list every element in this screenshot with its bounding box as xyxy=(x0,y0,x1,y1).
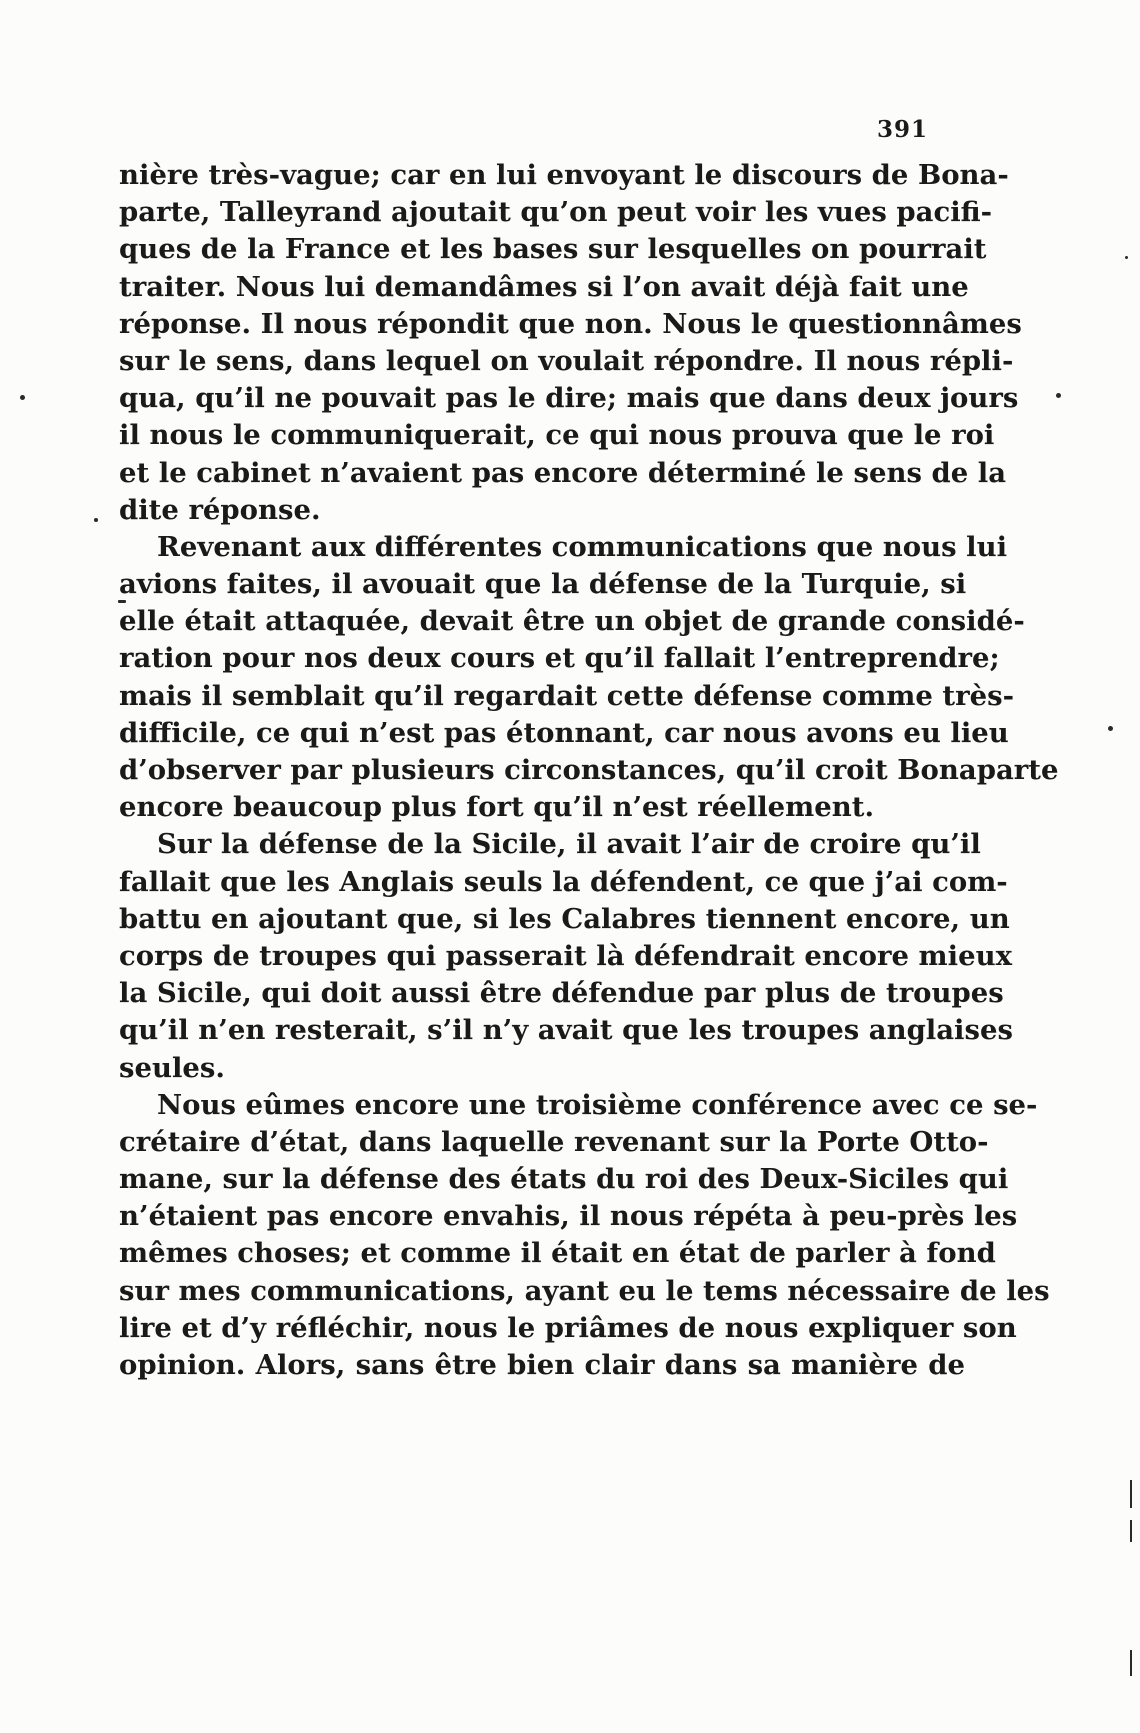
text-line: mane, sur la défense des états du roi des Deux-Siciles qui xyxy=(119,1163,1009,1196)
scan-speck xyxy=(1056,393,1061,398)
page-edge-mark xyxy=(1130,1480,1132,1508)
text-line: Nous eûmes encore une troisième conférence avec ce se- xyxy=(157,1088,1038,1121)
text-line: parte, Talleyrand ajoutait qu’on peut voir les vues pacifi- xyxy=(119,196,993,229)
text-line: Revenant aux différentes communications que nous lui xyxy=(157,530,1008,563)
text-line: il nous le communiquerait, ce qui nous prouva que le roi xyxy=(119,419,995,452)
text-line: sur le sens, dans lequel on voulait répondre. Il nous répli- xyxy=(119,344,1014,377)
page-edge-mark xyxy=(1130,1650,1132,1676)
text-line: lire et d’y réfléchir, nous le priâmes de nous expliquer son xyxy=(119,1311,1017,1344)
text-line: mais il semblait qu’il regardait cette défense comme très- xyxy=(119,679,1014,712)
text-line: dite réponse. xyxy=(119,493,321,526)
text-line: ques de la France et les bases sur lesquelles on pourrait xyxy=(119,233,987,266)
text-line: mêmes choses; et comme il était en état de parler à fond xyxy=(119,1237,996,1270)
text-line: seules. xyxy=(119,1051,225,1084)
text-line: crétaire d’état, dans laquelle revenant sur la Porte Otto- xyxy=(119,1125,989,1158)
paragraph-3 xyxy=(119,826,1013,1086)
text-line: difficile, ce qui n’est pas étonnant, car nous avons eu lieu xyxy=(119,716,1009,749)
text-line: elle était attaquée, devait être un objet de grande considé- xyxy=(119,605,1025,638)
scan-speck xyxy=(1125,256,1128,259)
scan-speck xyxy=(20,395,25,400)
text-line: la Sicile, qui doit aussi être défendue par plus de troupes xyxy=(119,977,1004,1010)
page-edge-mark xyxy=(1130,1520,1132,1542)
text-line: traiter. Nous lui demandâmes si l’on avait déjà fait une xyxy=(119,270,969,303)
paragraph-2 xyxy=(119,529,1059,827)
text-line: n’étaient pas encore envahis, il nous répéta à peu-près les xyxy=(119,1200,1018,1233)
text-line: qua, qu’il ne pouvait pas le dire; mais que dans deux jours xyxy=(119,382,1019,415)
text-line: corps de troupes qui passerait là défendrait encore mieux xyxy=(119,939,1012,972)
text-line: ration pour nos deux cours et qu’il fallait l’entreprendre; xyxy=(119,642,1000,675)
scan-speck xyxy=(94,518,98,522)
text-line: qu’il n’en resterait, s’il n’y avait que les troupes anglaises xyxy=(119,1014,1013,1047)
text-line: d’observer par plusieurs circonstances, qu’il croit Bonaparte xyxy=(119,754,1059,786)
page-number: 391 xyxy=(876,116,928,143)
text-line: Sur la défense de la Sicile, il avait l’air de croire qu’il xyxy=(157,828,981,861)
text-line: avions faites, il avouait que la défense de la Turquie, si xyxy=(119,568,967,601)
body-text xyxy=(119,157,1059,1384)
text-line: opinion. Alors, sans être bien clair dans sa manière de xyxy=(119,1349,965,1381)
text-line: et le cabinet n’avaient pas encore déterminé le sens de la xyxy=(119,456,1007,489)
scan-speck xyxy=(118,600,126,603)
text-line: réponse. Il nous répondit que non. Nous le questionnâmes xyxy=(119,307,1022,340)
scan-speck xyxy=(1108,726,1113,731)
paragraph-4 xyxy=(119,1087,1050,1385)
text-line: encore beaucoup plus fort qu’il n’est réellement. xyxy=(119,791,875,824)
text-line: fallait que les Anglais seuls la défendent, ce que j’ai com- xyxy=(119,865,1008,898)
text-line: sur mes communications, ayant eu le tems nécessaire de les xyxy=(119,1274,1050,1307)
text-line: nière très-vague; car en lui envoyant le discours de Bona- xyxy=(119,159,1009,191)
paragraph-1 xyxy=(119,157,1022,529)
text-line: battu en ajoutant que, si les Calabres tiennent encore, un xyxy=(119,902,1010,935)
